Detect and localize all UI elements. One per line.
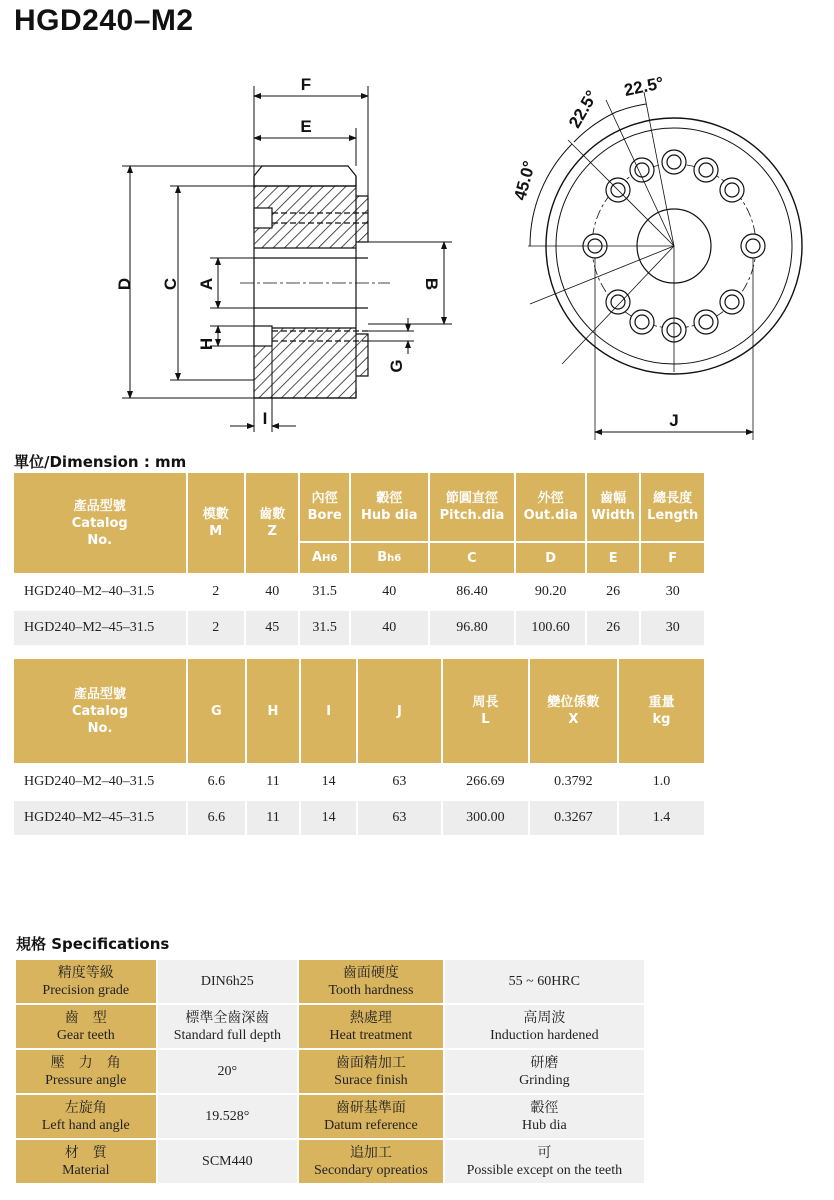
header-g: G: [188, 659, 245, 763]
dim-label-a: A: [197, 277, 216, 291]
specifications-table: [14, 958, 646, 1185]
subheader-d: D: [516, 543, 585, 573]
subheader-b: Bh6: [351, 543, 428, 573]
front-view: [528, 92, 802, 440]
header-pitch: 節圓直徑 Pitch.dia: [430, 473, 515, 541]
dim-label-j: J: [669, 411, 679, 430]
dim-label-d: D: [115, 277, 134, 291]
dim-label-g: G: [387, 359, 406, 373]
dim-label-i: I: [262, 409, 268, 428]
header-h: H: [247, 659, 300, 763]
header-weight: 重量 kg: [619, 659, 704, 763]
angle-label-1: 22.5°: [622, 73, 666, 101]
table-row: HGD240–M2–45–31.5 2 45 31.5 40 96.80 100.60 26 30: [14, 611, 704, 645]
spec-row: 齒 型 Gear teeth 標準全齒深齒 Standard full depth 熱處理 Heat treatment 高周波 Induction hardened: [16, 1005, 644, 1048]
header-catalog: 產品型號 Catalog No.: [14, 473, 186, 573]
spec-row: 精度等級 Precision grade DIN6h25 齒面硬度 Tooth hardness 55 ~ 60HRC: [16, 960, 644, 1003]
header-hub: 轂徑 Hub dia: [351, 473, 428, 541]
angle-label-2: 22.5°: [565, 87, 602, 132]
specifications-title: 規格 Specifications: [16, 935, 170, 953]
header-width: 齒幅 Width: [587, 473, 639, 541]
dimensions-table-1: [12, 471, 706, 647]
dim-label-b: B: [422, 277, 441, 291]
subheader-f: F: [641, 543, 704, 573]
spec-row: 左旋角 Left hand angle 19.528° 齒研基準面 Datum reference 轂徑 Hub dia: [16, 1095, 644, 1138]
spec-row: 壓 力 角 Pressure angle 20° 齒面精加工 Surace finish 研磨 Grinding: [16, 1050, 644, 1093]
technical-drawing: [0, 58, 834, 450]
header-x: 變位係數 X: [530, 659, 617, 763]
subheader-e: E: [587, 543, 639, 573]
table-row: HGD240–M2–40–31.5 6.6 11 14 63 266.69 0.3792 1.0: [14, 765, 704, 799]
dimension-unit-label: 單位/Dimension : mm: [14, 453, 187, 471]
dim-label-c: C: [161, 277, 180, 291]
header-bore: 內徑 Bore: [300, 473, 348, 541]
header-i: I: [301, 659, 356, 763]
header-outer: 外徑 Out.dia: [516, 473, 585, 541]
subheader-a: AH6: [300, 543, 348, 573]
side-view: [240, 166, 390, 398]
dimensions-table-2: [12, 657, 706, 837]
header-teeth: 齒數 Z: [246, 473, 298, 573]
header-length: 總長度 Length: [641, 473, 704, 541]
angle-label-3: 45.0°: [510, 158, 540, 203]
subheader-c: C: [430, 543, 515, 573]
header-module: 模數 M: [188, 473, 245, 573]
dim-label-f: F: [300, 75, 312, 94]
page-title: HGD240–M2: [14, 4, 194, 37]
header-catalog-2: 產品型號 Catalog No.: [14, 659, 186, 763]
dim-label-h: H: [197, 337, 216, 351]
header-j: J: [358, 659, 441, 763]
table-row: HGD240–M2–40–31.5 2 40 31.5 40 86.40 90.20 26 30: [14, 575, 704, 609]
spec-row: 材 質 Material SCM440 追加工 Secondary opreatios 可 Possible except on the teeth: [16, 1140, 644, 1183]
header-l: 周長 L: [443, 659, 528, 763]
table-row: HGD240–M2–45–31.5 6.6 11 14 63 300.00 0.3267 1.4: [14, 801, 704, 835]
dim-label-e: E: [300, 117, 312, 136]
